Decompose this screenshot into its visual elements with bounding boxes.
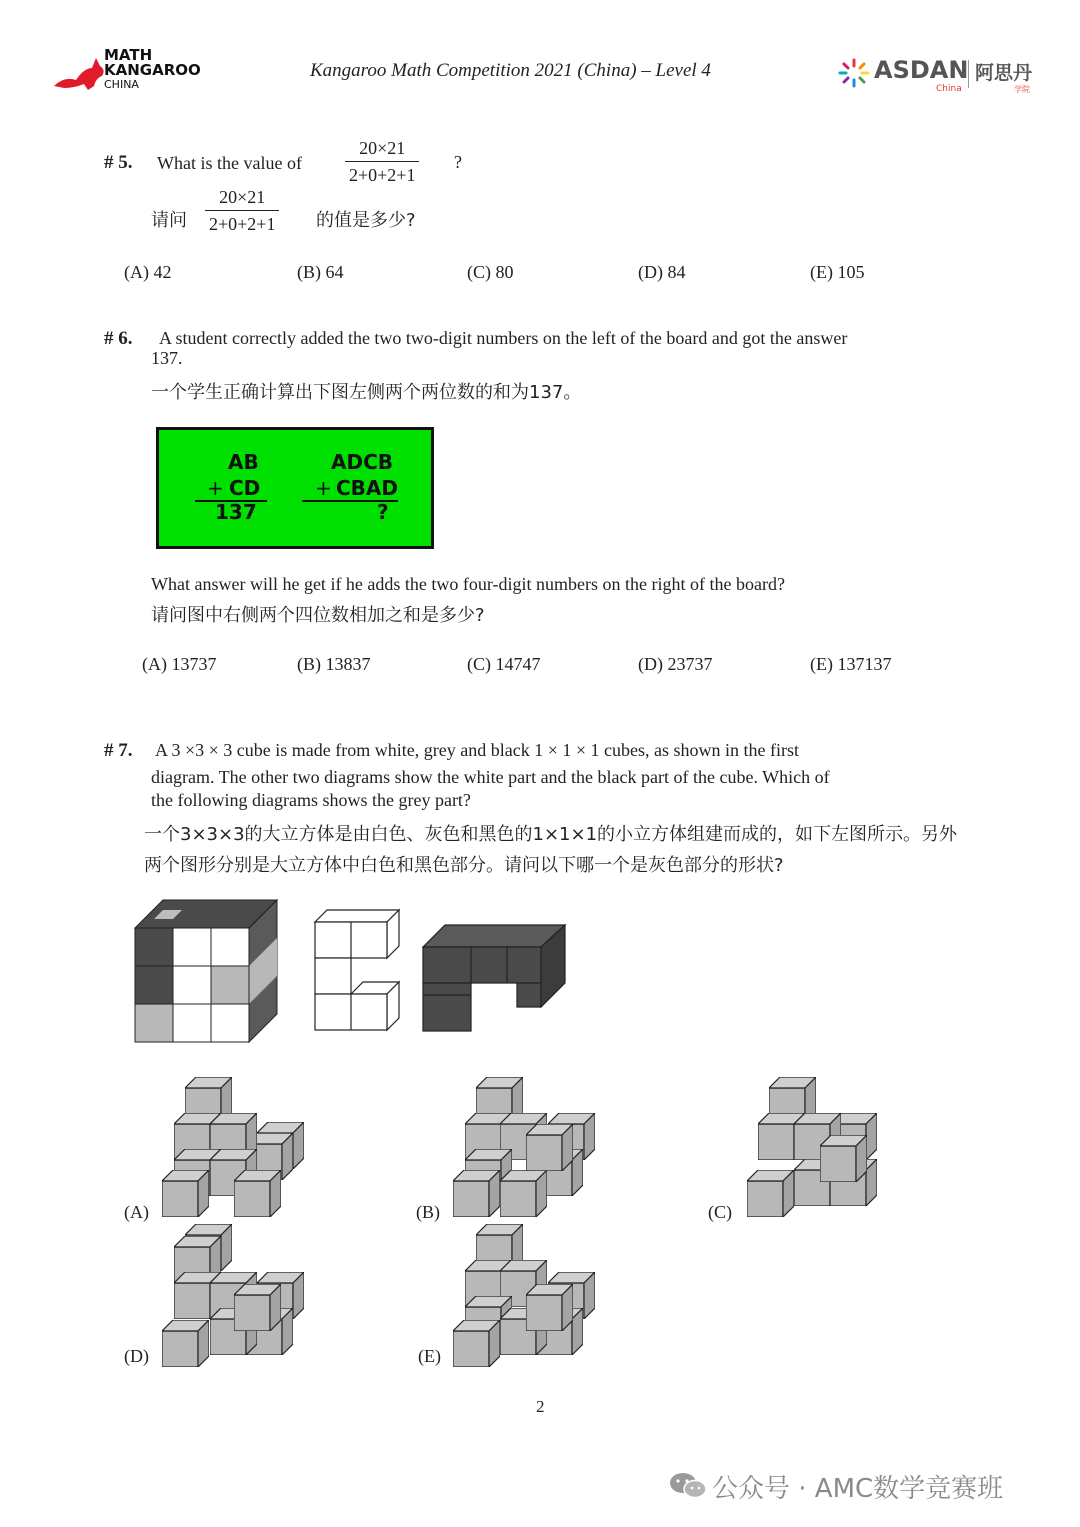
board-left-plus: +: [207, 476, 224, 500]
logo-line1: MATH: [104, 46, 153, 64]
board-right-sum: ?: [377, 500, 389, 524]
asdan-sub: China: [936, 84, 962, 94]
board-left-sum: 137: [215, 500, 257, 524]
q5-text-cn-pre: 请问: [151, 210, 187, 231]
q5-number: # 5.: [104, 152, 133, 173]
q5-option-b[interactable]: (B) 64: [297, 262, 344, 282]
board-left-top: AB: [228, 450, 259, 474]
q6-option-a[interactable]: (A) 13737: [142, 654, 217, 674]
q7-option-d-figure: [162, 1224, 304, 1367]
q7-option-a[interactable]: (A): [124, 1202, 149, 1222]
q7-option-c[interactable]: (C): [708, 1202, 732, 1222]
q5-text-cn-post: 的值是多少?: [316, 210, 416, 231]
q7-black-part: [423, 925, 565, 1031]
q7-text-en-line2: diagram. The other two diagrams show the white part and the black part of the cube. Which of: [151, 767, 830, 787]
q7-text-cn-line2: 两个图形分别是大立方体中白色和黑色部分。请问以下哪一个是灰色部分的形状?: [144, 855, 784, 876]
page-title: Kangaroo Math Competition 2021 (China) – Level 4: [310, 60, 711, 81]
q7-text-en-line1: A 3 ×3 × 3 cube is made from white, grey and black 1 × 1 × 1 cubes, as shown in the first: [155, 740, 799, 760]
q5-option-c[interactable]: (C) 80: [467, 262, 514, 282]
q7-white-part: [315, 910, 399, 1030]
q7-text-cn-line1: 一个3×3×3的大立方体是由白色、灰色和黑色的1×1×1的小立方体组建而成的，如下左图所示。另外: [144, 824, 958, 845]
asdan-text: ASDAN: [874, 56, 969, 84]
wechat-icon: [668, 1470, 708, 1500]
q7-number: # 7.: [104, 740, 133, 761]
q7-option-e[interactable]: (E): [418, 1346, 441, 1366]
watermark-text: 公众号 · AMC数学竞赛班: [712, 1474, 1004, 1504]
q5-frac-cn-den: 2+0+2+1: [209, 214, 276, 234]
q6-option-b[interactable]: (B) 13837: [297, 654, 371, 674]
asdan-cn-sub: 学院: [1014, 85, 1030, 94]
q6-number: # 6.: [104, 328, 133, 349]
q6-option-c[interactable]: (C) 14747: [467, 654, 541, 674]
q6-option-e[interactable]: (E) 137137: [810, 654, 892, 674]
logo-line2: KANGAROO: [104, 61, 201, 79]
q5-frac-den: 2+0+2+1: [349, 165, 416, 185]
q6-question-en: What answer will he get if he adds the two four-digit numbers on the right of the board?: [151, 574, 785, 594]
q6-option-d[interactable]: (D) 23737: [638, 654, 713, 674]
q7-option-e-figure: [453, 1224, 595, 1367]
q7-option-d[interactable]: (D): [124, 1346, 149, 1366]
board-right-bottom: CBAD: [336, 476, 399, 500]
q5-frac-num: 20×21: [345, 135, 419, 162]
q5-option-d[interactable]: (D) 84: [638, 262, 686, 282]
q7-option-c-figure: [747, 1077, 877, 1217]
page-number: 2: [536, 1397, 545, 1416]
q6-text-en-line1: A student correctly added the two two-digit numbers on the left of the board and got the answer: [159, 328, 848, 348]
board-left-bottom: CD: [229, 476, 261, 500]
logo-line3: CHINA: [104, 78, 139, 91]
q5-qmark: ?: [454, 152, 462, 172]
q7-option-b[interactable]: (B): [416, 1202, 440, 1222]
q7-option-b-figure: [453, 1077, 595, 1217]
q6-text-en-line2: 137.: [151, 348, 183, 368]
q5-option-a[interactable]: (A) 42: [124, 262, 172, 282]
q5-text-en: What is the value of: [157, 153, 302, 173]
q5-frac-cn-num: 20×21: [205, 184, 279, 211]
q7-text-en-line3: the following diagrams shows the grey part?: [151, 790, 471, 810]
q7-main-cube: [135, 900, 277, 1042]
q5-option-e[interactable]: (E) 105: [810, 262, 865, 282]
board-right-top: ADCB: [331, 450, 394, 474]
q6-text-cn: 一个学生正确计算出下图左侧两个两位数的和为137。: [151, 382, 582, 403]
q7-option-a-figure: [162, 1077, 304, 1217]
board-right-plus: +: [315, 476, 332, 500]
q6-question-cn: 请问图中右侧两个四位数相加之和是多少?: [151, 605, 485, 626]
asdan-cn: 阿思丹: [975, 62, 1033, 84]
